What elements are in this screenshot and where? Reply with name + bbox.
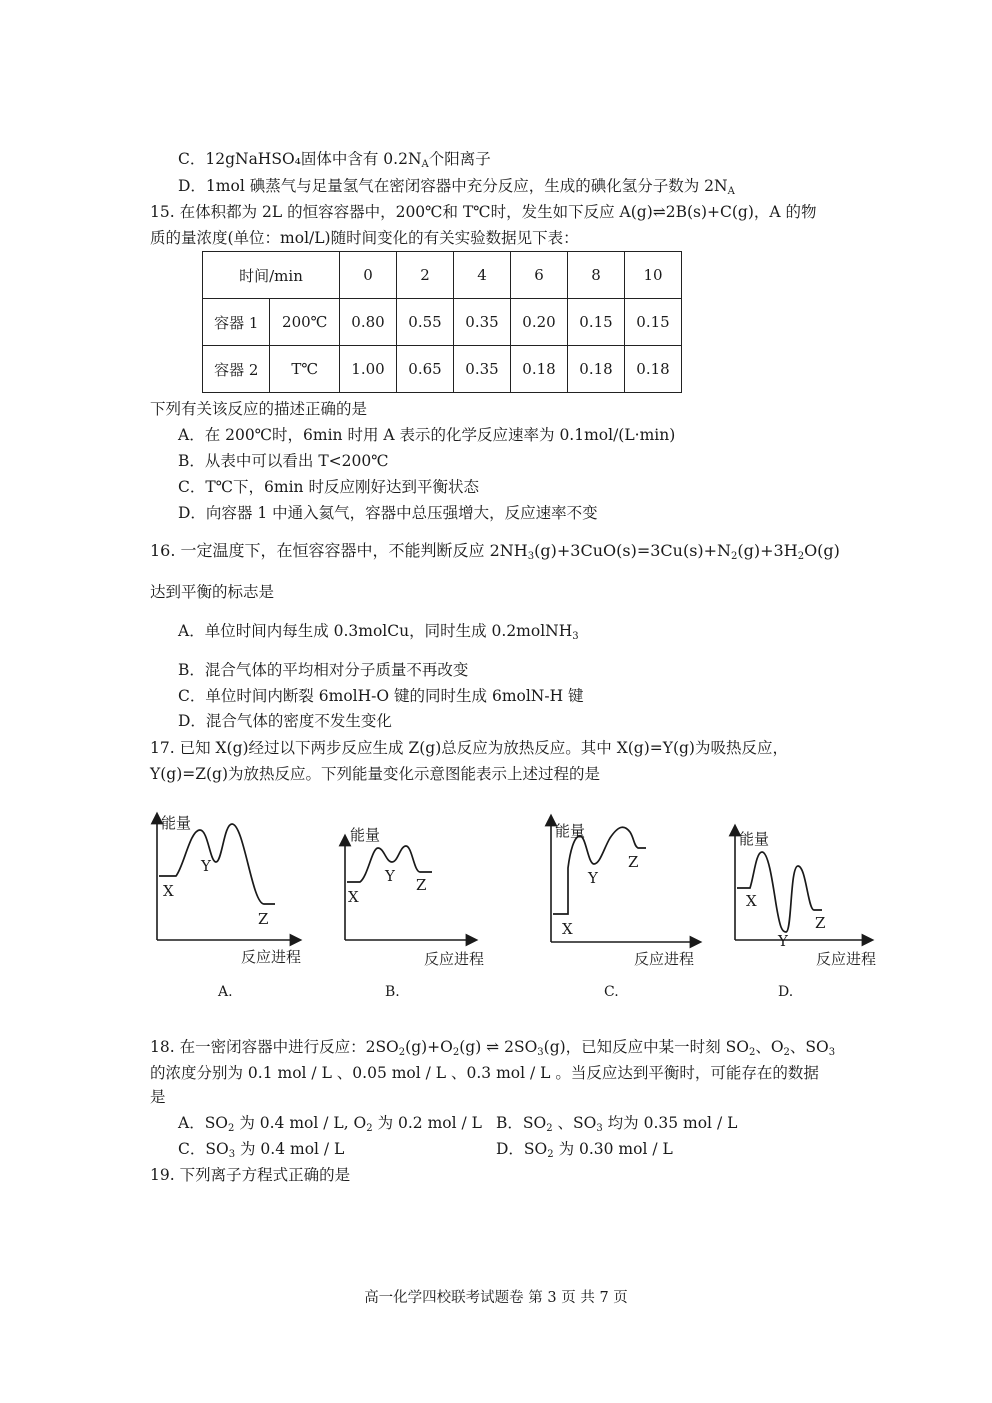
y-axis-label: 能量 xyxy=(350,826,381,844)
table-cell: 0.18 xyxy=(511,346,568,393)
energy-diagram-c xyxy=(534,808,714,978)
table-header-time: 4 xyxy=(454,252,511,299)
point-y-label: Y xyxy=(385,867,395,885)
q15-option-b: B．从表中可以看出 T<200℃ xyxy=(178,452,389,470)
point-z-label: Z xyxy=(815,914,826,932)
table-cell: 0.55 xyxy=(397,299,454,346)
y-axis-label: 能量 xyxy=(555,822,586,840)
q16-stem-line2: 达到平衡的标志是 xyxy=(150,583,275,601)
q16-option-d: D．混合气体的密度不发生变化 xyxy=(178,712,392,730)
table-cell: 0.15 xyxy=(625,299,682,346)
table-cell-temp: T℃ xyxy=(270,346,340,393)
graph-option-d-label: D. xyxy=(778,984,794,1000)
table-header-label: 时间/min xyxy=(203,252,340,299)
q18-stem-line1: 18. 在一密闭容器中进行反应：$2SO_2(g)+O_2(g)$ ⇌ $2SO_3(g)$，已知反应中某一时刻 $SO_2$、$O_2$、$SO_3$ xyxy=(150,1038,836,1058)
q15-option-a: A．在 200℃时，6min 时用 A 表示的化学反应速率为 0.1mol/(L·min) xyxy=(178,426,676,444)
graph-option-a-label: A. xyxy=(218,984,233,1000)
q16-option-b: B．混合气体的平均相对分子质量不再改变 xyxy=(178,661,469,679)
table-cell: 0.18 xyxy=(625,346,682,393)
table-cell: 1.00 xyxy=(340,346,397,393)
table-header-time: 6 xyxy=(511,252,568,299)
q14-option-d: D．1mol 碘蒸气与足量氢气在密闭容器中充分反应，生成的碘化氢分子数为 $2N_A$ xyxy=(178,177,735,197)
table-header-time: 10 xyxy=(625,252,682,299)
q16-option-c: C．单位时间内断裂 6molH-O 键的同时生成 6molN-H 键 xyxy=(178,687,584,705)
q17-stem-line1: 17. 已知 X(g)经过以下两步反应生成 Z(g)总反应为放热反应。其中 X(g)=Y(g)为吸热反应， xyxy=(150,739,788,757)
energy-diagram-d xyxy=(718,818,890,978)
q15-option-d: D．向容器 1 中通入氦气，容器中总压强增大，反应速率不变 xyxy=(178,504,598,522)
q14-option-c: C．12gNaHSO₄固体中含有 $0.2N_A$个阳离子 xyxy=(178,150,491,170)
q17-stem-line2: Y(g)=Z(g)为放热反应。下列能量变化示意图能表示上述过程的是 xyxy=(150,765,601,783)
table-header-time: 8 xyxy=(568,252,625,299)
q18-stem-line2: 的浓度分别为 0.1 mol / L 、0.05 mol / L 、0.3 mol / L 。当反应达到平衡时，可能存在的数据 xyxy=(150,1064,819,1082)
energy-diagram-a xyxy=(140,808,320,978)
table-cell: 0.35 xyxy=(454,346,511,393)
point-x-label: X xyxy=(163,882,174,900)
q19-stem: 19. 下列离子方程式正确的是 xyxy=(150,1166,351,1184)
point-x-label: X xyxy=(746,892,757,910)
table-cell: 0.20 xyxy=(511,299,568,346)
q15-prompt: 下列有关该反应的描述正确的是 xyxy=(150,400,368,418)
q16-option-a: A．单位时间内每生成 0.3molCu，同时生成 0.2molNH$_3$ xyxy=(178,622,579,642)
table-row xyxy=(203,299,682,346)
table-cell: 0.18 xyxy=(568,346,625,393)
energy-diagram-b xyxy=(330,818,500,978)
x-axis-label: 反应进程 xyxy=(241,948,302,966)
point-z-label: Z xyxy=(258,910,269,928)
q18-option-a: A．$SO_2$ 为 0.4 mol / L, $O_2$ 为 0.2 mol / L xyxy=(178,1114,482,1134)
point-x-label: X xyxy=(562,920,573,938)
q18-stem-line3: 是 xyxy=(150,1088,166,1106)
table-cell: 0.35 xyxy=(454,299,511,346)
point-y-label: Y xyxy=(201,857,211,875)
y-axis-label: 能量 xyxy=(739,830,770,848)
graph-option-b-label: B. xyxy=(385,984,400,1000)
point-x-label: X xyxy=(348,888,359,906)
table-row xyxy=(203,346,682,393)
q16-stem-line1: 16. 一定温度下，在恒容容器中，不能判断反应 $2NH_3(g)+3CuO(s)=3Cu(s)+N_2(g)+3H_2O(g)$ xyxy=(150,541,840,562)
q18-option-d: D．$SO_2$ 为 0.30 mol / L xyxy=(496,1140,673,1160)
q18-option-b: B．$SO_2$ 、$SO_3$ 均为 0.35 mol / L xyxy=(496,1114,738,1134)
q15-data-table xyxy=(202,251,682,393)
graph-option-c-label: C. xyxy=(604,984,619,1000)
table-cell: 0.65 xyxy=(397,346,454,393)
y-axis-label: 能量 xyxy=(161,814,192,832)
table-header-time: 0 xyxy=(340,252,397,299)
q15-option-c: C．T℃下，6min 时反应刚好达到平衡状态 xyxy=(178,478,479,496)
table-cell-container: 容器 1 xyxy=(203,299,270,346)
table-cell-temp: 200℃ xyxy=(270,299,340,346)
table-header-row xyxy=(203,252,682,299)
q15-stem-line1: 15. 在体积都为 2L 的恒容容器中，200℃和 T℃时，发生如下反应 A(g)⇌2B(s)+C(g)，A 的物 xyxy=(150,203,817,221)
x-axis-label: 反应进程 xyxy=(816,950,877,968)
table-cell: 0.80 xyxy=(340,299,397,346)
table-cell-container: 容器 2 xyxy=(203,346,270,393)
table-cell: 0.15 xyxy=(568,299,625,346)
point-y-label: Y xyxy=(588,869,598,887)
q15-stem-line2: 质的量浓度(单位：mol/L)随时间变化的有关实验数据见下表： xyxy=(150,229,579,247)
page-footer: 高一化学四校联考试题卷 第 3 页 共 7 页 xyxy=(364,1290,628,1306)
q18-option-c: C．$SO_3$ 为 0.4 mol / L xyxy=(178,1140,345,1160)
point-z-label: Z xyxy=(416,876,427,894)
point-z-label: Z xyxy=(628,853,639,871)
point-y-label: Y xyxy=(778,932,788,950)
x-axis-label: 反应进程 xyxy=(634,950,695,968)
table-header-time: 2 xyxy=(397,252,454,299)
x-axis-label: 反应进程 xyxy=(424,950,485,968)
